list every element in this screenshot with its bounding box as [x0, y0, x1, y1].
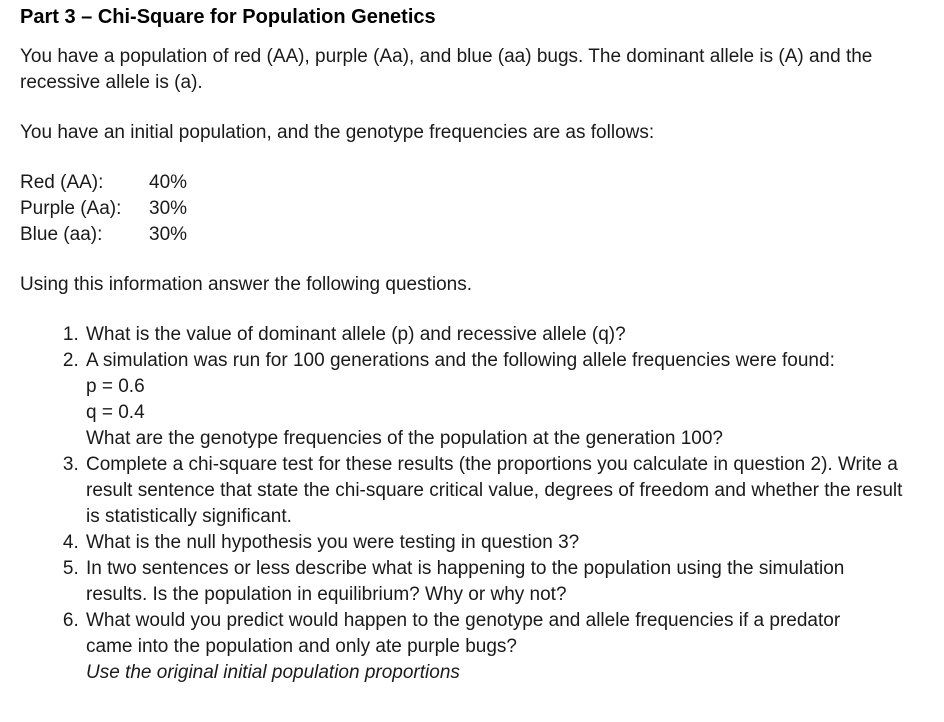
question-text: 4. What is the null hypothesis you were testing in question 3?: [86, 532, 580, 553]
genotype-value: 40%: [149, 172, 188, 193]
frequency-row-red: [20, 170, 187, 196]
initial-population-text: You have an initial population, and the genotype frequencies are as follows:: [20, 122, 655, 143]
spacer: [20, 248, 924, 272]
frequency-row-purple: [20, 196, 187, 222]
section-title: Part 3 – Chi-Square for Population Genetics: [20, 6, 436, 28]
genotype-value: 30%: [149, 198, 188, 219]
question-text: 3. Complete a chi-square test for these results (the proportions you calculate in question 2). Write a result sentence that state the chi-square critical value, degrees of freedom and whether the result is statistically significant.: [86, 454, 903, 527]
intro-paragraph: You have a population of red (AA), purple (Aa), and blue (aa) bugs. The dominant allele is (A) and the recessive allele is (a).: [20, 46, 873, 93]
allele-q-value: q = 0.4: [86, 402, 145, 423]
allele-p-value: p = 0.6: [86, 376, 145, 397]
spacer: [20, 146, 924, 170]
question-note: Use the original initial population proportions: [86, 662, 460, 683]
spacer: [20, 96, 924, 120]
question-list: [20, 322, 924, 686]
question-text: 5. In two sentences or less describe what is happening to the population using the simulation results. Is the population in equilibrium? Why or why not?: [86, 558, 845, 605]
instruction-text: Using this information answer the following questions.: [20, 274, 473, 295]
frequency-row-blue: [20, 222, 187, 248]
question-item: [84, 608, 924, 686]
question-item: [84, 556, 924, 608]
question-text: 1. What is the value of dominant allele (p) and recessive allele (q)?: [86, 324, 626, 345]
question-text: What are the genotype frequencies of the population at the generation 100?: [86, 428, 723, 449]
genotype-label: Red (AA):: [20, 172, 104, 193]
question-item: [84, 348, 924, 452]
question-text: 6. What would you predict would happen to the genotype and allele frequencies if a predator came into the population and only ate purple bugs?: [86, 610, 841, 657]
genotype-value: 30%: [149, 224, 188, 245]
question-text: 2. A simulation was run for 100 generations and the following allele frequencies were found:: [86, 350, 835, 371]
genotype-frequency-table: [20, 170, 187, 248]
question-item: [84, 452, 924, 530]
question-item: [84, 322, 924, 348]
spacer: [20, 298, 924, 322]
genotype-label: Purple (Aa):: [20, 198, 122, 219]
genotype-label: Blue (aa):: [20, 224, 103, 245]
question-item: [84, 530, 924, 556]
